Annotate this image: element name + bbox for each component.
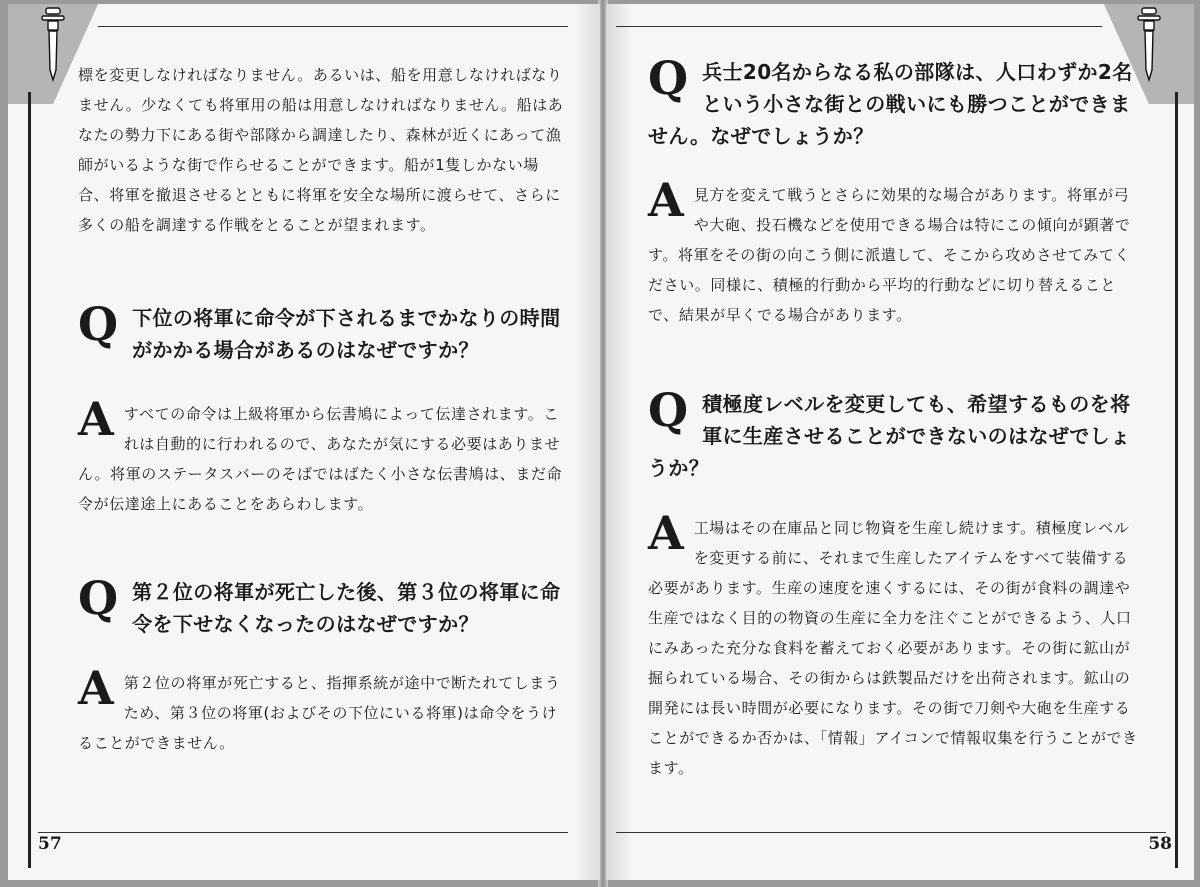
qa-block: [78, 571, 568, 640]
page-number: 57: [38, 834, 62, 854]
q-letter: Q: [78, 297, 119, 351]
question-text: 兵士20名からなる私の部隊は、人口わずか2名という小さな街との戦いにも勝つことができません。なぜでしょうか？: [648, 60, 1133, 148]
q-letter: Q: [648, 383, 689, 437]
left-margin-bar: [28, 92, 31, 868]
bottom-rule: [616, 832, 1166, 833]
answer-text: 工場はその在庫品と同じ物資を生産し続けます。積極度レベルを変更する前に、それまで生産したアイテムをすべて装備する必要があります。生産の速度を速くするには、その街が食料の調達や生産ではなく目的の物資の生産に全力を注ぐことができるよう、人口にみあった充分な食料を蓄えておく必要があります。その街に鉱山が掘られている場合、その街からは鉄製品だけを出荷されます。鉱山の開発には長い時間が必要になります。その街で刀剣や大砲を生産することができるか否かは、「情報」アイコンで情報収集を行うことができます。: [648, 519, 1138, 777]
bottom-rule: [38, 832, 568, 833]
left-page: [8, 4, 600, 880]
intro-paragraph: 標を変更しなければなりません。あるいは、船を用意しなければなりません。少なくても将軍用の船は用意しなければなりません。船はあなたの勢力下にある街や部隊から調達したり、森林が近くにあって漁師がいるような街で作らせることができます。船が1隻しかない場合、将軍を撤退させるとともに将軍を安全な場所に渡らせて、さらに多くの船を調達する作戦をとることが望まれます。: [78, 66, 564, 234]
qa-block: [648, 51, 1138, 152]
answer-block: [648, 506, 1140, 783]
top-rule: [616, 26, 1102, 27]
a-letter: A: [648, 173, 684, 227]
answer-text: すべての命令は上級将軍から伝書鳩によって伝達されます。これは自動的に行われるので、あなたが気にする必要はありません。将軍のステータスバーのそばではばたく小さな伝書鳩は、まだ命令が伝達途上にあることをあらわします。: [78, 405, 563, 513]
page-number: 58: [1148, 834, 1172, 854]
q-letter: Q: [78, 571, 119, 625]
qa-block: [78, 297, 568, 366]
qa-block: [648, 383, 1138, 484]
answer-block: [648, 173, 1140, 330]
answer-text: 第２位の将軍が死亡すると、指揮系統が途中で断たれてしまうため、第３位の将軍(およびその下位にいる将軍)は命令をうけることができません。: [78, 674, 561, 752]
question-text: 下位の将軍に命令が下されるまでかなりの時間がかかる場合があるのはなぜですか？: [132, 306, 561, 362]
right-margin-bar: [1175, 92, 1178, 868]
q-letter: Q: [648, 51, 689, 105]
answer-block: [78, 392, 568, 519]
question-text: 第２位の将軍が死亡した後、第３位の将軍に命令を下せなくなったのはなぜですか？: [132, 580, 561, 636]
right-page: [606, 4, 1194, 880]
a-letter: A: [78, 661, 114, 715]
top-rule: [98, 26, 568, 27]
a-letter: A: [78, 392, 114, 446]
answer-block: [78, 661, 568, 758]
question-text: 積極度レベルを変更しても、希望するものを将軍に生産させることができないのはなぜでしょうか？: [648, 392, 1131, 480]
answer-text: 見方を変えて戦うとさらに効果的な場合があります。将軍が弓や大砲、投石機などを使用できる場合は特にこの傾向が顕著です。将軍をその街の向こう側に派遣して、そこから攻めさせてみてください。同様に、積極的行動から平均的行動などに切り替えることで、結果が早くでる場合があります。: [648, 186, 1131, 324]
a-letter: A: [648, 506, 684, 560]
